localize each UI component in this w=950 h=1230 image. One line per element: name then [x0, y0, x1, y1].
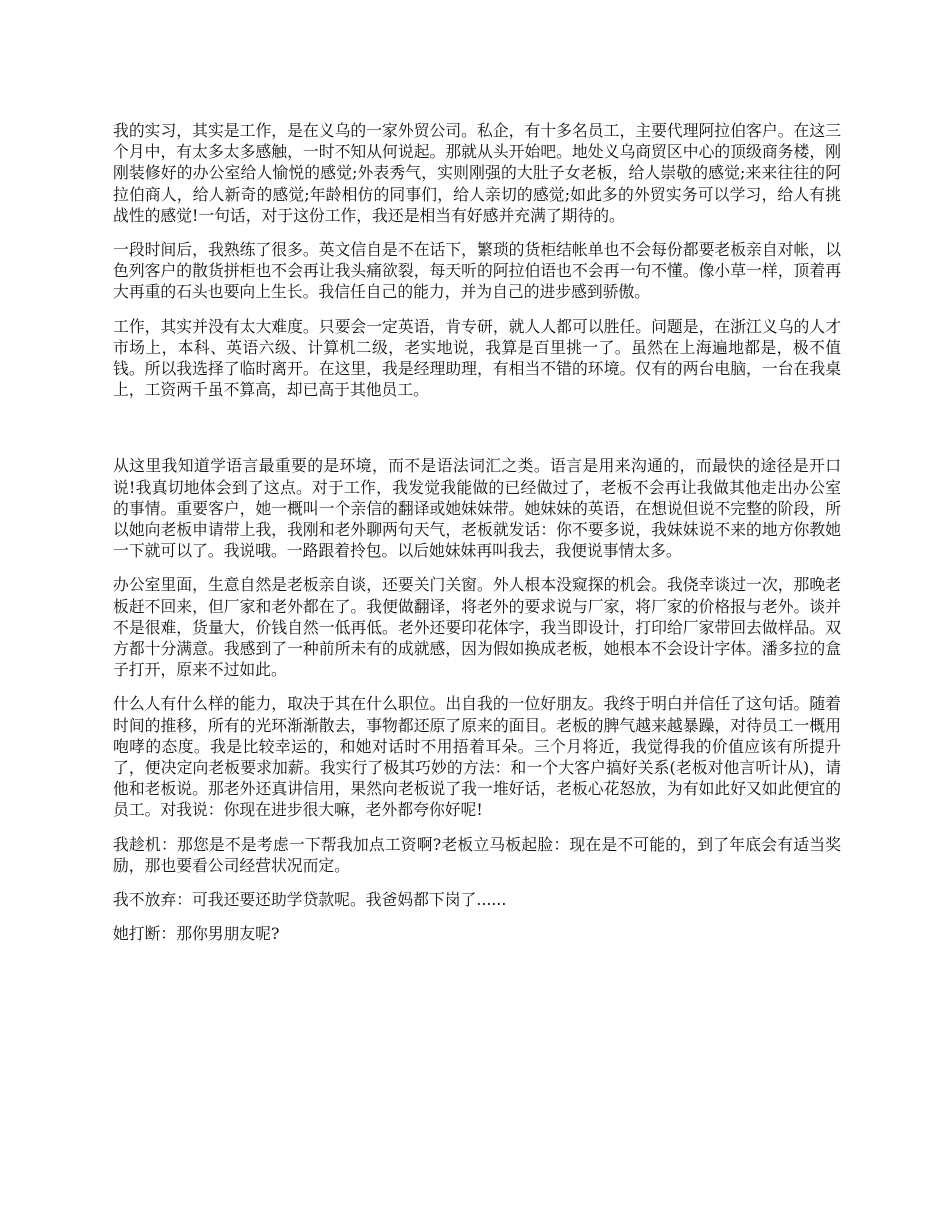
paragraph-8: 我不放弃：可我还要还助学贷款呢。我爸妈都下岗了......	[113, 890, 507, 910]
paragraph-1: 我的实习，其实是工作，是在义乌的一家外贸公司。私企，有十多名员工，主要代理阿拉伯客户。在这三个月中，有太多太多感触，一时不知从何说起。那就从头开始吧。地处义乌商贸区中心的顶级商务楼，刚刚装修好的办公室给人愉悦的感觉;外表秀气，实则刚强的大肚子女老板，给人崇敬的感觉;来来往往的阿拉伯商人，给人新奇的感觉;年龄相仿的同事们，给人亲切的感觉;如此多的外贸实务可以学习，给人有挑战性的感觉!一句话，对于这份工作，我还是相当有好感并充满了期待的。	[113, 121, 841, 225]
paragraph-4: 从这里我知道学语言最重要的是环境，而不是语法词汇之类。语言是用来沟通的，而最快的途径是开口说!我真切地体会到了这点。对于工作，我发觉我能做的已经做过了，老板不会再让我做其他走出办公室的事情。重要客户，她一概叫一个亲信的翻译或她妹妹带。她妹妹的英语，在想说但说不完整的阶段，所以她向老板申请带上我，我刚和老外聊两句天气，老板就发话：你不要多说，我妹妹说不来的地方你教她一下就可以了。我说哦。一路跟着拎包。以后她妹妹再叫我去，我便说事情太多。	[113, 456, 841, 561]
paragraph-6: 什么人有什么样的能力，取决于其在什么职位。出自我的一位好朋友。我终于明白并信任了这句话。随着时间的推移，所有的光环渐渐散去，事物都还原了原来的面目。老板的脾气越来越暴躁，对待员工一概用咆哮的态度。我是比较幸运的，和她对话时不用捂着耳朵。三个月将近，我觉得我的价值应该有所提升了，便决定向老板要求加薪。我实行了极其巧妙的方法：和一个大客户搞好关系(老板对他言听计从)，请他和老板说。那老外还真讲信用，果然向老板说了我一堆好话，老板心花怒放，为有如此好又如此便宜的员工。对我说：你现在进步很大嘛，老外都夸你好呢!	[113, 694, 841, 820]
paragraph-5: 办公室里面，生意自然是老板亲自谈，还要关门关窗。外人根本没窥探的机会。我侥幸谈过一次，那晚老板赶不回来，但厂家和老外都在了。我便做翻译，将老外的要求说与厂家，将厂家的价格报与老外。谈并不是很难，货量大，价钱自然一低再低。老外还要印花体字，我当即设计，打印给厂家带回去做样品。双方都十分满意。我感到了一种前所未有的成就感，因为假如换成老板，她根本不会设计字体。潘多拉的盒子打开，原来不过如此。	[113, 575, 841, 680]
paragraph-7: 我趁机：那您是不是考虑一下帮我加点工资啊?老板立马板起脸：现在是不可能的，到了年底会有适当奖励，那也要看公司经营状况而定。	[113, 834, 841, 875]
paragraph-2: 一段时间后，我熟练了很多。英文信自是不在话下，繁琐的货柜结帐单也不会每份都要老板亲自对帐，以色列客户的散货拼柜也不会再让我头痛欲裂，每天听的阿拉伯语也不会再一句不懂。像小草一样，顶着再大再重的石头也要向上生长。我信任自己的能力，并为自己的进步感到骄傲。	[113, 240, 841, 302]
section-break	[113, 413, 841, 455]
paragraph-9: 她打断：那你男朋友呢?	[113, 924, 280, 944]
paragraph-3: 工作，其实并没有太大难度。只要会一定英语，肯专研，就人人都可以胜任。问题是，在浙江义乌的人才市场上，本科、英语六级、计算机二级，老实地说，我算是百里挑一了。虽然在上海遍地都是，极不值钱。所以我选择了临时离开。在这里，我是经理助理，有相当不错的环境。仅有的两台电脑，一台在我桌上，工资两千虽不算高，却已高于其他员工。	[113, 316, 841, 400]
document-body	[113, 120, 841, 958]
